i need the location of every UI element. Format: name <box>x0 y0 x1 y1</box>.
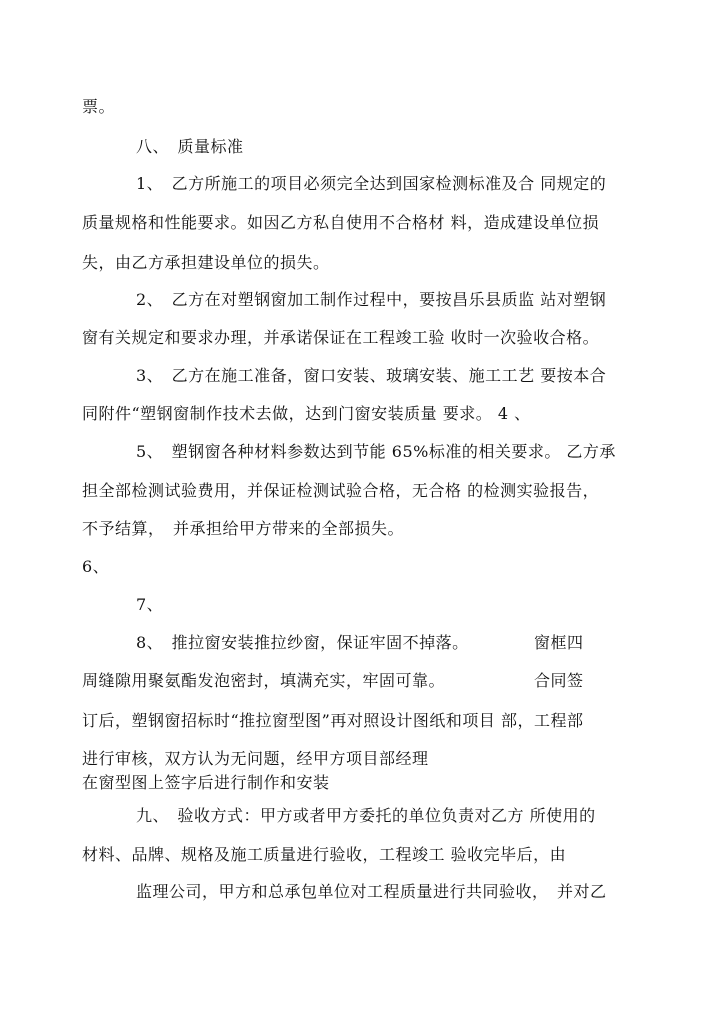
text-line: 担全部检测试验费用，并保证检测试验合格，无合格 的检测实验报告， <box>82 481 600 500</box>
text-line: 周缝隙用聚氨酯发泡密封，填满充实，牢固可靠。 <box>82 671 446 690</box>
text-line: 票。 <box>82 97 116 116</box>
text-line: 材料、品牌、规格及施工质量进行验收，工程竣工 验收完毕后，由 <box>82 845 567 864</box>
text-line: 进行审核，双方认为无问题，经甲方项目部经理 <box>82 749 429 768</box>
text-line: 5、 塑钢窗各种材料参数达到节能 65%标准的相关要求。 乙方承 <box>136 442 616 461</box>
section-heading: 八、 质量标准 <box>136 137 244 156</box>
text-line: 2、 乙方在对塑钢窗加工制作过程中，要按昌乐县质监 站对塑钢 <box>136 290 607 309</box>
text-line: 1、 乙方所施工的项目必须完全达到国家检测标准及合 同规定的 <box>136 174 607 193</box>
text-line: 失，由乙方承担建设单位的损失。 <box>82 253 330 272</box>
text-line: 订后，塑钢窗招标时“推拉窗型图”再对照设计图纸和项目 部，工程部 <box>82 711 584 730</box>
text-line: 不予结算， 并承担给甲方带来的全部损失。 <box>82 519 405 538</box>
text-line: 在窗型图上签字后进行制作和安装 <box>82 773 330 792</box>
text-line: 窗有关规定和要求办理，并承诺保证在工程竣工验 收时一次验收合格。 <box>82 328 600 347</box>
text-line: 3、 乙方在施工准备，窗口安装、玻璃安装、施工工艺 要按本合 <box>136 366 607 385</box>
text-line: 窗框四 <box>534 633 584 652</box>
section-heading: 九、 验收方式：甲方或者甲方委托的单位负责对乙方 所使用的 <box>136 806 596 825</box>
text-line: 合同签 <box>534 671 584 690</box>
text-line: 监理公司，甲方和总承包单位对工程质量进行共同验收， 并对乙 <box>136 882 607 901</box>
text-line: 7、 <box>136 595 164 614</box>
text-line: 质量规格和性能要求。如因乙方私自使用不合格材 料，造成建设单位损 <box>82 213 600 232</box>
text-line: 同附件“塑钢窗制作技术去做，达到门窗安装质量 要求。 4 、 <box>82 404 531 423</box>
text-line: 6、 <box>82 557 110 576</box>
text-line: 8、 推拉窗安装推拉纱窗，保证牢固不掉落。 <box>136 633 469 652</box>
